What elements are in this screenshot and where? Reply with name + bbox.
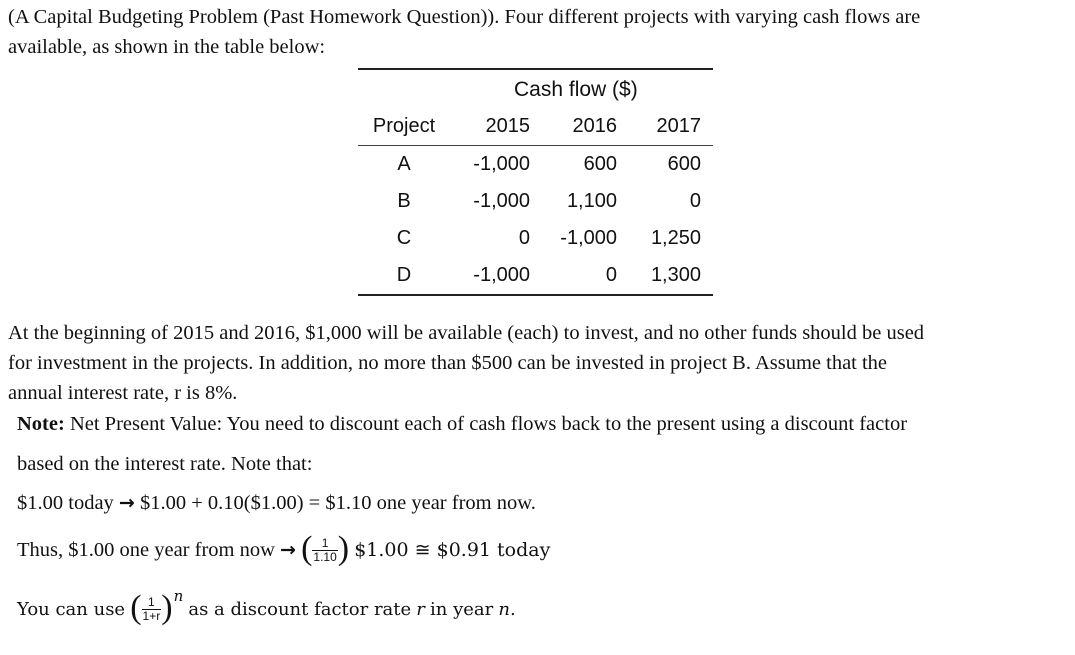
note-text: Net Present Value: You need to discount each of cash flows back to the present using a discount factor xyxy=(64,413,908,435)
frac-numerator: 1 xyxy=(312,537,337,551)
cash-flow-grid xyxy=(358,108,713,294)
para2-line-2: for investment in the projects. In addition, no more than $500 can be invested in project B. Assume that the xyxy=(8,352,888,374)
cell-2017: 600 xyxy=(667,153,701,175)
cell-2015: 0 xyxy=(518,227,530,249)
cell-project: C xyxy=(396,227,412,249)
intro-line-1: (A Capital Budgeting Problem (Past Homework Question)). Four different projects with varying cash flows are xyxy=(8,6,921,28)
eq3-var-r: r xyxy=(416,599,425,620)
left-paren: ( xyxy=(301,530,313,568)
cell-2017: 0 xyxy=(689,190,701,212)
cell-project: A xyxy=(397,153,411,175)
cell-2017: 1,250 xyxy=(650,227,701,249)
eq2-right: $1.00 ≅ $0.91 today xyxy=(354,539,551,561)
cell-project: B xyxy=(397,190,411,212)
fraction-1-over-1-10 xyxy=(312,537,337,564)
table-row xyxy=(358,146,713,184)
frac-denominator: 1.10 xyxy=(313,549,337,564)
table-row xyxy=(358,257,713,294)
equation-2 xyxy=(17,530,551,568)
frac-denominator: 1+r xyxy=(142,608,161,623)
para2-line-3: annual interest rate, r is 8%. xyxy=(8,382,238,404)
table-caption: Cash flow ($) xyxy=(514,78,638,101)
eq3-mid: as a discount factor rate xyxy=(188,599,412,620)
cell-2015: -1,000 xyxy=(473,153,530,175)
eq3-left: You can use xyxy=(17,599,126,620)
eq3-mid2: in year xyxy=(430,599,494,620)
eq2-left: Thus, $1.00 one year from now xyxy=(17,539,275,561)
eq3-var-n: n xyxy=(498,599,510,620)
note-label: Note: xyxy=(17,413,65,435)
cell-2016: 1,100 xyxy=(566,190,617,212)
right-arrow-icon: → xyxy=(118,492,135,514)
cell-2016: -1,000 xyxy=(560,227,617,249)
equation-3 xyxy=(17,587,516,627)
para2-line-1: At the beginning of 2015 and 2016, $1,000 will be available (each) to invest, and no other funds should be used xyxy=(8,322,925,344)
cell-2015: -1,000 xyxy=(473,264,530,286)
right-paren: ) xyxy=(161,589,173,627)
eq1-left: $1.00 today xyxy=(17,492,114,514)
table-bottom-rule xyxy=(358,294,713,296)
cell-2016: 0 xyxy=(605,264,617,286)
right-arrow-icon: → xyxy=(280,539,296,561)
eq1-right: $1.00 + 0.10($1.00) = $1.10 one year from now. xyxy=(139,492,536,514)
fraction-1-over-1-plus-r xyxy=(142,596,162,623)
left-paren: ( xyxy=(130,589,142,627)
note-line-1 xyxy=(17,409,907,439)
exponent-n: n xyxy=(173,587,184,605)
table-row xyxy=(358,183,713,220)
cell-2015: -1,000 xyxy=(473,190,530,212)
cell-2016: 600 xyxy=(583,153,617,175)
right-paren: ) xyxy=(337,530,350,568)
note-line-2: based on the interest rate. Note that: xyxy=(17,453,313,475)
cell-project: D xyxy=(396,264,412,286)
table-row xyxy=(358,220,713,257)
equation-1 xyxy=(17,488,536,518)
eq3-end: . xyxy=(509,599,516,620)
header-project: Project xyxy=(372,115,436,137)
cash-flow-table xyxy=(358,68,713,296)
frac-numerator: 1 xyxy=(142,596,162,610)
table-header-row xyxy=(358,108,713,146)
intro-line-2: available, as shown in the table below: xyxy=(8,36,326,58)
header-2017: 2017 xyxy=(656,115,701,137)
header-2015: 2015 xyxy=(485,115,530,137)
cell-2017: 1,300 xyxy=(650,264,701,286)
header-2016: 2016 xyxy=(572,115,617,137)
